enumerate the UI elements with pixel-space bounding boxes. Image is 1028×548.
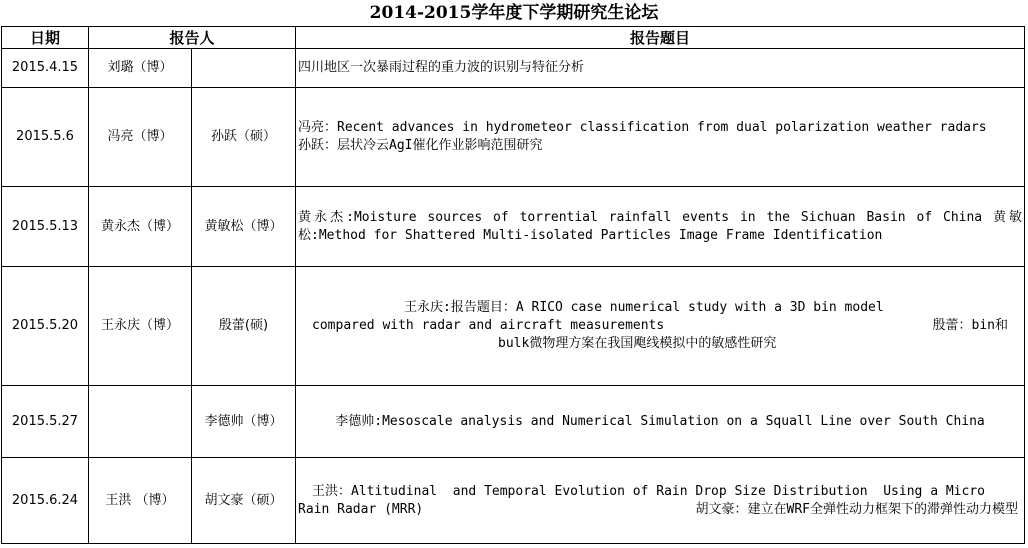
- speaker-cell[interactable]: 胡文豪（硕）: [192, 458, 296, 544]
- speaker-cell[interactable]: 刘璐（博）: [89, 49, 192, 88]
- topic-line: compared with radar and aircraft measurements: [312, 318, 665, 333]
- header-speaker: 报告人: [89, 27, 296, 49]
- forum-schedule-table: [1, 26, 1025, 544]
- speaker-cell[interactable]: 冯亮（博）: [89, 88, 192, 187]
- speaker-cell[interactable]: 王永庆（博）: [89, 267, 192, 386]
- topic-line: 冯亮：Recent advances in hydrometeor classification from dual polarization weather radars: [298, 120, 987, 135]
- topic-line: bulk微物理方案在我国飑线模拟中的敏感性研究: [498, 336, 777, 351]
- topic-cell[interactable]: [296, 458, 1025, 544]
- speaker-cell[interactable]: 李德帅（博）: [192, 386, 296, 458]
- topic-cell[interactable]: [296, 386, 1025, 458]
- topic-line: 王永庆:报告题目：A RICO case numerical study with a 3D bin model: [404, 300, 884, 315]
- table-row: [2, 386, 1025, 458]
- topic-cell[interactable]: [296, 88, 1025, 187]
- topic-line: 孙跃：层状冷云AgI催化作业影响范围研究: [298, 138, 543, 153]
- table-row: [2, 49, 1025, 88]
- topic-line: Rain Radar (MRR): [298, 501, 424, 517]
- table-row: [2, 458, 1025, 544]
- date-cell[interactable]: 2015.5.20: [2, 267, 89, 386]
- speaker-cell[interactable]: 黄敏松（博）: [192, 187, 296, 267]
- topic-line: 黄永杰:Moisture sources of torrential rainfall events in the Sichuan Basin of China 黄敏松:Method for Shattered Multi-isolated Particles Image Frame Identification: [298, 209, 1023, 243]
- topic-line: 李德帅:Mesoscale analysis and Numerical Simulation on a Squall Line over South China: [335, 413, 985, 429]
- speaker-cell[interactable]: [192, 49, 296, 88]
- table-row: [2, 88, 1025, 187]
- topic-line: 四川地区一次暴雨过程的重力波的识别与特征分析: [298, 60, 585, 75]
- date-cell[interactable]: 2015.5.27: [2, 386, 89, 458]
- speaker-cell[interactable]: [89, 386, 192, 458]
- topic-line: 胡文豪：建立在WRF全弹性动力框架下的滞弹性动力模型: [695, 501, 1019, 517]
- date-cell[interactable]: 2015.5.13: [2, 187, 89, 267]
- date-cell[interactable]: 2015.6.24: [2, 458, 89, 544]
- date-cell[interactable]: 2015.5.6: [2, 88, 89, 187]
- table-row: [2, 187, 1025, 267]
- sheet-title: 2014-2015学年度下学期研究生论坛: [369, 3, 659, 23]
- topic-cell[interactable]: [296, 267, 1025, 386]
- speaker-cell[interactable]: 孙跃（硕）: [192, 88, 296, 187]
- topic-cell[interactable]: [296, 49, 1025, 88]
- header-topic: 报告题目: [296, 27, 1025, 49]
- header-row: [2, 27, 1025, 49]
- topic-line: 王洪：Altitudinal and Temporal Evolution of Rain Drop Size Distribution Using a Micro: [312, 483, 985, 499]
- topic-line: 殷蕾：bin和: [932, 318, 1009, 333]
- table-row: [2, 267, 1025, 386]
- speaker-cell[interactable]: 王洪 （博）: [89, 458, 192, 544]
- header-date: 日期: [2, 27, 89, 49]
- topic-cell[interactable]: [296, 187, 1025, 267]
- speaker-cell[interactable]: 黄永杰（博）: [89, 187, 192, 267]
- date-cell[interactable]: 2015.4.15: [2, 49, 89, 88]
- speaker-cell[interactable]: 殷蕾(硕): [192, 267, 296, 386]
